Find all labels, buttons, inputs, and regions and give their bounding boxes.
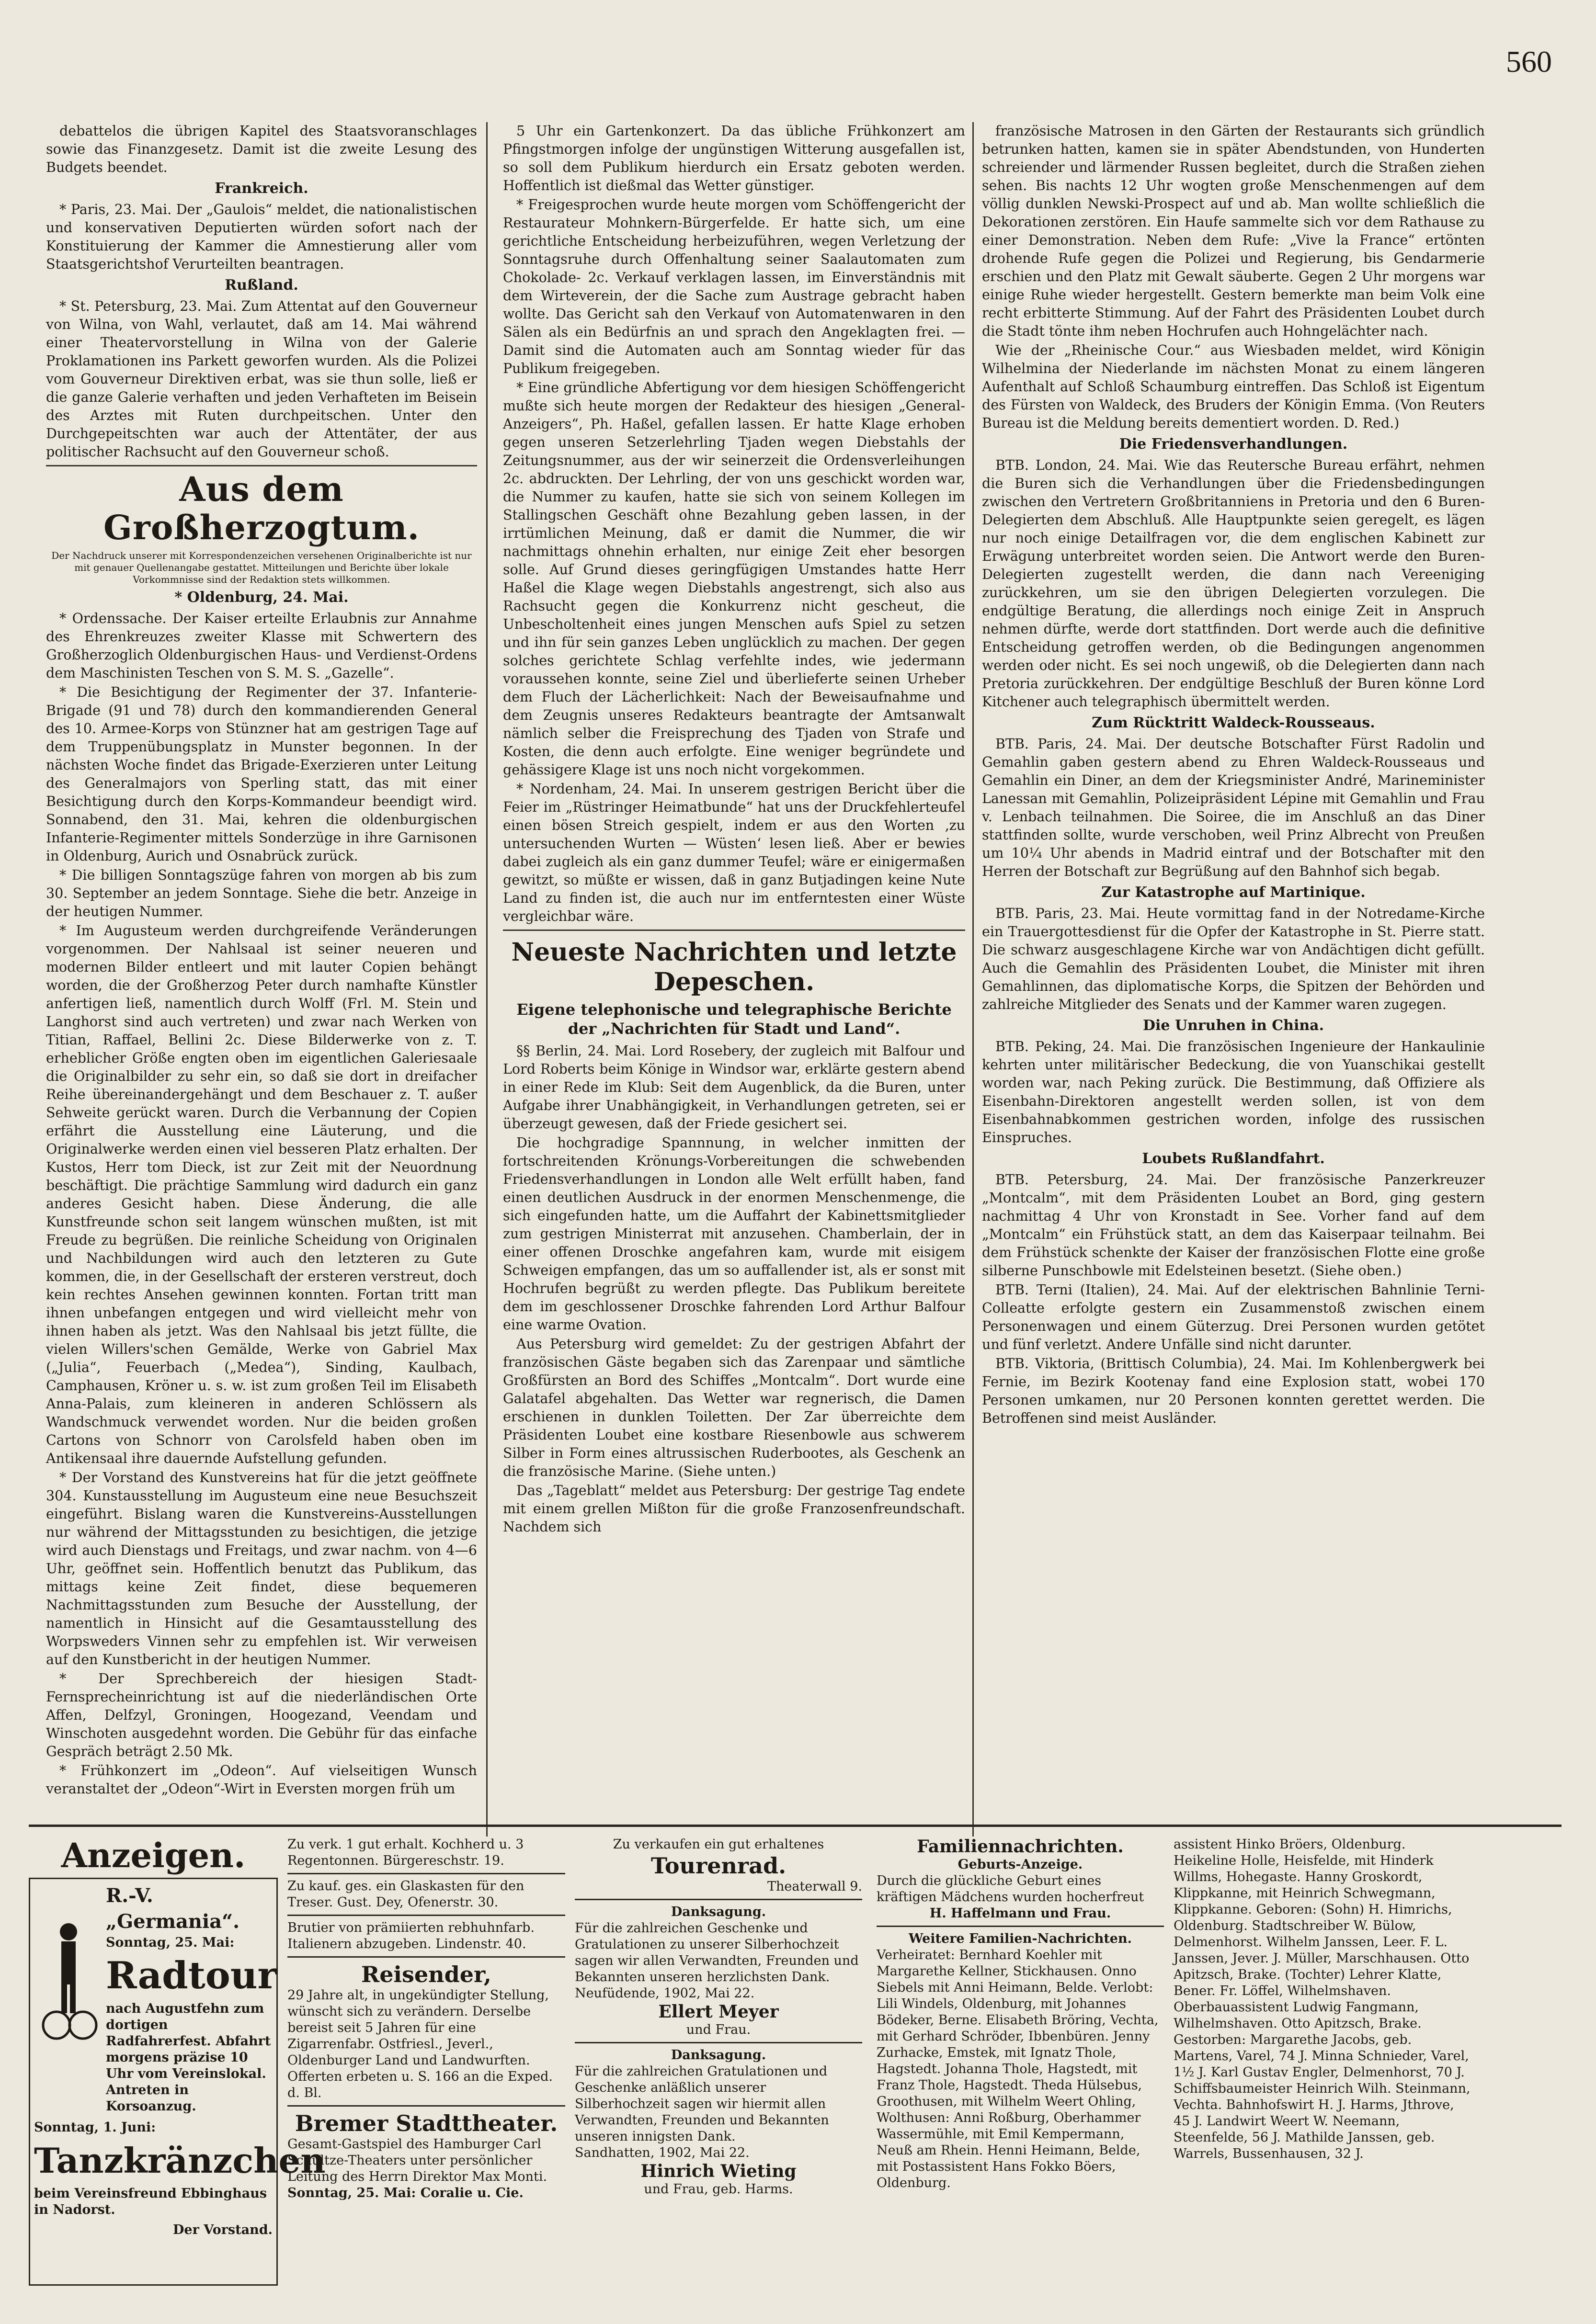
section-heading: Aus dem Großherzogtum. (103, 469, 420, 547)
article-text: * Die billigen Sonntagszüge fahren von morgen ab bis zum 30. September an jedem Sonntage. Siehe die betr. Anzeige in der heutigen Nummer. (46, 867, 477, 919)
ad-tourenrad-pre: Zu verkaufen ein gut erhaltenes (613, 1837, 824, 1852)
ad-brutier: Brutier von prämiierten rebhuhnfarb. Italienern abzugeben. Lindenstr. 40. (287, 1920, 535, 1951)
divider (287, 2105, 565, 2107)
ad-column-3 (575, 1837, 862, 2301)
ad-germania-column (29, 1836, 326, 2301)
ad-theater-date: Sonntag, 25. Mai: Coralie u. Cie. (287, 2186, 524, 2200)
divider (575, 2042, 862, 2043)
subheading-frieden: Die Friedensverhandlungen. (1119, 436, 1348, 453)
news-heading: Neueste Nachrichten und letzte Depeschen. (511, 938, 957, 997)
birth-heading: Geburts-Anzeige. (958, 1857, 1083, 1872)
article-text: * Die Besichtigung der Regimenter der 37. Infanterie-Brigade (91 und 78) durch den kommandierenden General des 10. Armee-Korps von Stünzner hat am gestrigen Tage auf dem Truppenübungsplatz in Munster begonnen. In der nächsten Woche findet das Brigade-Exerzieren unter Leitung des Generalmajors von Sperling statt, das mit einer Besichtigung durch den Korps-Kommandeur beendigt wird. Sonnabend, den 31. Mai, kehren die oldenburgischen Infanterie-Regimenter mittels Sonderzüge in ihre Garnisonen in Oldenburg, Aurich und Osnabrück zurück. (46, 684, 477, 864)
article-text: BTB. Petersburg, 24. Mai. Der französische Panzerkreuzer „Montcalm“, mit dem Präsidenten Loubet an Bord, ging gestern nachmittag 4 Uhr von Kronstadt in See. Vorher fand auf dem „Montcalm“ ein Frühstück statt, an dem das Kaiserpaar teilnahm. Bei dem Frühstück schenkte der Kaiser der französischen Flotte eine große silberne Punschbowle mit Edelsteinen besetzt. (Siehe oben.) (982, 1172, 1485, 1279)
ad-danksagung-place: Neufüdende, 1902, Mai 22. (575, 1986, 755, 2001)
cyclist-icon (40, 1917, 97, 2042)
column-divider (972, 122, 974, 1837)
column-divider (486, 122, 488, 1837)
event-date: Sonntag, 1. Juni: (34, 2120, 156, 2135)
ads-heading: Anzeigen. (61, 1836, 246, 1875)
event-date: Sonntag, 25. Mai: (106, 1935, 235, 1950)
divider (877, 1926, 1164, 1927)
section-russland: Rußland. (225, 277, 298, 294)
article-text: Die hochgradige Spannnung, in welcher inmitten der fortschreitenden Krönungs-Vorbereitungen die schwebenden Friedensverhandlungen in London alle Welt erfüllt haben, fand einen deutlichen Ausdruck in der enormen Menschenmenge, die sich eingefunden hatte, um die Auffahrt der Kabinettsmitglieder zum gestrigen Ministerrat mit anzusehen. Chamberlain, der in einer offenen Droschke angefahren kam, wurde mit eisigem Schweigen empfangen, das um so auffallender ist, als er sonst mit Hochrufen begrüßt zu werden pflegte. Das Publikum bereitete dem im geschlossener Droschke fahrenden Lord Arthur Balfour eine warme Ovation. (503, 1135, 965, 1333)
divider (503, 930, 965, 931)
article-text: * Freigesprochen wurde heute morgen vom Schöffengericht der Restaurateur Mohnkern-Bürgerfelde. Er hatte sich, um eine gerichtliche Entscheidung herbeizuführen, wegen Verletzung der Sonntagsruhe durch Offenhaltung seiner Saalautomaten zum Chokolade- 2c. Verkauf verklagen lassen, im Einverständnis mit dem Wirteverein, der die Sache zum Austrage gebracht haben wollte. Das Gericht sah den Verkauf von Automatenwaren in den Sälen als ein Bedürfnis an und sprach den Angeklagten frei. — Damit sind die Automaten auch am Sonntag wieder für das Publikum freigegeben. (503, 197, 965, 376)
article-text: BTB. Viktoria, (Brittisch Columbia), 24. Mai. Im Kohlenbergwerk bei Fernie, im Bezirk Kootenay fand eine Explosion statt, wobei 170 Personen umkamen, nur 20 Personen konnten gerettet werden. Die Betroffenen sind meist Ausländer. (982, 1356, 1485, 1426)
article-text: * Paris, 23. Mai. Der „Gaulois“ meldet, die nationalistischen und konservativen Deputierten würden sofort nach der Konstituierung der Kammer die Amnestierung aller vom Staatsgerichtshof Verurteilten beantragen. (46, 202, 477, 272)
birth-name: H. Haffelmann und Frau. (929, 1906, 1111, 1921)
birth-text: Durch die glückliche Geburt eines kräftigen Mädchens wurden hocherfreut (877, 1873, 1144, 1905)
ad-danksagung-wife: und Frau. (686, 2022, 751, 2037)
ad-theater-title: Bremer Stadttheater. (295, 2110, 558, 2136)
ad-danksagung-name: Ellert Meyer (658, 2002, 779, 2022)
article-text: BTB. Peking, 24. Mai. Die französischen Ingenieure der Hankaulinie kehrten unter militärischer Bedeckung, die von Yuanschikai gestellt worden war, nach Peking zurück. Die Bestimmung, daß Offiziere als Eisenbahn-Direktoren angestellt werden sollen, ist von dem Eisenbahnabkommen gestrichen worden, infolge des russischen Einspruches. (982, 1039, 1485, 1145)
ad-danksagung-text: Für die zahlreichen Geschenke und Gratulationen zu unserer Silberhochzeit sagen wir allen Verwandten, Freunden und Bekannten unseren herzlichsten Dank. (575, 1921, 859, 1984)
ad-kochherd: Zu verk. 1 gut erhalt. Kochherd u. 3 Regentonnen. Bürgereschstr. 19. (287, 1837, 524, 1868)
ad-danksagung-text: Für die zahlreichen Gratulationen und Geschenke anläßlich unserer Silberhochzeit sagen wir hiermit allen Verwandten, Freunden und Bekannten unseren innigsten Dank. (575, 2064, 829, 2144)
divider (287, 1956, 565, 1958)
ad-danksagung-title: Danksagung. (671, 1905, 766, 1919)
article-text: BTB. London, 24. Mai. Wie das Reutersche Bureau erfährt, nehmen die Buren sich die Verhandlungen über die Friedensbedingungen zwischen den Vertretern Großbritanniens in Pretoria und den 6 Buren-Delegierten dem Abschluß. Alle Hauptpunkte seien geregelt, es lägen nur noch einige Detailfragen vor, die dem englischen Kabinett zur Erwägung unterbreitet worden seien. Die Antwort werde den Buren-Delegierten zugestellt werden, die dann nach Vereeniging zurückkehren, um sie den übrigen Delegierten vorzulegen. Die endgültige Beratung, die allerdings noch einige Zeit in Anspruch nehmen dürfte, werde dort stattfinden. Dort werde auch die definitive Entscheidung getroffen werden, ob die Bedingungen angenommen werden oder nicht. Es sei noch ungewiß, ob die Delegierten dann nach Pretoria zurückkehren. Der endgültige Beschluß der Buren könne Lord Kitchener auch telegraphisch übermittelt werden. (982, 457, 1485, 710)
ad-germania (29, 1878, 326, 2286)
article-text: Aus Petersburg wird gemeldet: Zu der gestrigen Abfahrt der französischen Gäste begaben sich das Zarenpaar und sämtliche Großfürsten an Bord des Schiffes „Montcalm“. Dort wurde eine Galatafel abgehalten. Das Wetter war regnerisch, die Damen erschienen in dunklen Toiletten. Der Zar überreichte dem Präsidenten Loubet eine kostbare Riesenbowle aus schwerem Silber in Form eines altrussischen Ruderbootes, als Geschenk an die französische Marine. (Siehe unten.) (503, 1336, 965, 1479)
ad-glaskasten: Zu kauf. ges. ein Glaskasten für den Treser. Gust. Dey, Ofenerstr. 30. (287, 1879, 524, 1910)
subheading-loubet: Loubets Rußlandfahrt. (1142, 1150, 1325, 1167)
divider (575, 1899, 862, 1900)
article-text: BTB. Paris, 23. Mai. Heute vormittag fand in der Notredame-Kirche ein Trauergottesdienst für die Opfer der Katastrophe in St. Pierre statt. Die schwarz ausgeschlagene Kirche war von Andächtigen dicht gefüllt. Auch die Gemahlin des Präsidenten Loubet, die Minister mit ihren Gemahlinnen, das diplomatische Korps, die Spitzen der Behörden und zahlreiche Mitglieder des Senats und der Kammer waren zugegen. (982, 906, 1485, 1012)
article-text: BTB. Paris, 24. Mai. Der deutsche Botschafter Fürst Radolin und Gemahlin gaben gestern abend zu Ehren Waldeck-Rousseaus und Gemahlin ein Diner, an dem der Kriegsminister André, Marineminister Lanessan mit Gemahlin, Polizeipräsident Lépine mit Gemahlin und Frau v. Lenbach teilnahmen. Die Soiree, die im Anschluß an das Diner stattfinden sollte, wurde verschoben, weil Prinz Albrecht von Preußen um 10¼ Uhr abends in Madrid eintraf und der Botschafter mit den Herren der Botschaft zur Begrüßung auf den Bahnhof sich begab. (982, 736, 1485, 879)
family-heading: Weitere Familien-Nachrichten. (908, 1931, 1132, 1946)
ad-column-5 (1174, 1837, 1471, 2301)
page-number: 560 (1506, 45, 1552, 79)
club-name: R.-V. „Germania“. (106, 1884, 240, 1933)
event-title: Tanzkränzchen (34, 2140, 326, 2181)
article-text: * Eine gründliche Abfertigung vor dem hiesigen Schöffengericht mußte sich heute morgen der Redakteur des hiesigen „General-Anzeigers“, Ph. Haßel, gefallen lassen. Er hatte Klage erhoben gegen unseren Setzerlehrling Tjaden wegen Diebstahls der Zeitungsnummer, aus der wir seinerzeit die Ordensverleihungen 2c. abdruckten. Der Lehrling, der von uns geschickt worden war, die Nummer zu kaufen, hatte sie sich von seinem Kollegen im Stallingschen Geschäft ohne Bezahlung geben lassen, in der irrtümlichen Meinung, daß er damit die Nummer, die wir nachmittags ohnehin erhalten, nur einige Zeit eher besorgen solle. Auf Grund dieses geringfügigen Umstandes hatte Herr Haßel die Klage wegen Diebstahls angestrengt, sich also aus Rachsucht gegen die Konkurrenz nicht gescheut, die Unbescholtenheit eines jungen Menschen aufs Spiel zu setzen und ihn für sein ganzes Leben unglücklich zu machen. Der gegen solches gerichtete Schlag verfehlte indes, wie jedermann voraussehen konnte, seine Ziel und überlieferte seinen Urheber dem Fluch der Lächerlichkeit: Nach der Beweisaufnahme und dem Zeugnis unseres Redakteurs beantragte der Amtsanwalt nämlich selber die Freisprechung des Tjaden von Strafe und Kosten, die denn auch erfolgte. Eine weniger begründete und gehässigere Klage ist uns noch nicht vorgekommen. (503, 380, 965, 778)
article-text: * Im Augusteum werden durchgreifende Veränderungen vorgenommen. Der Nahlsaal ist seiner neueren und modernen Bilder entleert und mit lauter Copien behängt worden, die der Großherzog Peter durch namhafte Künstler anfertigen ließ, namentlich durch Wolff (Frl. M. Stein und Langhorst sind auch vertreten) und zwar nach Werken von Titian, Raffael, Bellini 2c. Diese Bilderwerke von z. T. erheblicher Größe engten oben im eigentlichen Galeriesaale die Originalbilder zu sehr ein, so daß sie dort in dreifacher Reihe übereinandergehängt und dem Beschauer z. T. außer Sehweite gerückt waren. Durch die Verbannung der Copien erfährt die Ausstellung eine Läuterung, und die Originalwerke werden einen viel besseren Platz erhalten. Der Kustos, Herr tom Dieck, ist zur Zeit mit der Neuordnung beschäftigt. Die prächtige Sammlung wird dadurch ein ganz anderes Gesicht haben. Diese Änderung, die alle Kunstfreunde schon seit langem wünschen mußten, ist mit Freude zu begrüßen. Die reinliche Scheidung von Originalen und Nachbildungen wird auch den letzteren zu Gute kommen, die, in der Gesellschaft der ersteren verstreut, doch kein rechtes Ansehen gewinnen konnten. Fortan tritt man ihnen unbefangen entgegen und wird vielleicht mehr von ihnen haben als jetzt. Was den Nahlsaal bis jetzt füllte, die vielen Willers'schen Gemälde, Werke von Gabriel Max („Julia“, Feuerbach („Medea“), Sinding, Kaulbach, Camphausen, Kröner u. s. w. ist zum großen Teil im Elisabeth Anna-Palais, zum kleineren in anderen Schlössern als Wandschmuck verwendet worden. Nur die beiden großen Cartons von Schnorr von Carolsfeld haben oben im Antikensaal ihre dauernde Aufstellung gefunden. (46, 923, 477, 1466)
ad-column-4 (877, 1837, 1164, 2301)
article-text: Wie der „Rheinische Cour.“ aus Wiesbaden meldet, wird Königin Wilhelmina der Niederlande im nächsten Monat zu einem längeren Aufenthalt auf Schloß Schaumburg eintreffen. Das Schloß ist Eigentum des Fürsten von Waldeck, des Bruders der Königin Emma. (Von Reuters Bureau ist die Meldung bereits dementiert worden. D. Red.) (982, 342, 1485, 431)
event-title: Radtour (106, 1954, 277, 1997)
article-text: * St. Petersburg, 23. Mai. Zum Attentat auf den Gouverneur von Wilna, von Wahl, verlautet, daß am 14. Mai während einer Theatervorstellung in Wilna von der Galerie Proklamationen ins Parkett geworfen wurden. Als die Polizei vom Gouverneur Direktiven erbat, was sie thun solle, ließ er die ganze Galerie verhaften und jeden Verhafteten im Beisein des Arztes mit Ruten durchpeitschen. Unter den Durchgepeitschten war auch der Attentäter, der aus politischer Rachsucht auf den Gouverneur schoß. (46, 298, 477, 460)
column-2 (503, 122, 965, 1837)
article-text: §§ Berlin, 24. Mai. Lord Rosebery, der zugleich mit Balfour und Lord Roberts beim Könige in Windsor war, erklärte gestern abend in einer Rede im Klub: Seit dem Augenblick, da die Buren, unter Aufgabe ihrer Unabhängigkeit, in Verhandlungen getreten, sei er überzeugt gewesen, daß der Friede gesichert sei. (503, 1043, 965, 1132)
family-news-heading: Familiennachrichten. (917, 1837, 1124, 1857)
event-text: beim Vereinsfreund Ebbinghaus in Nadorst. (34, 2186, 267, 2217)
section-frankreich: Frankreich. (215, 180, 308, 197)
family-text: Verheiratet: Bernhard Koehler mit Margarethe Kellner, Stickhausen. Onno Siebels mit Anni Heimann, Belde. Verlobt: Lili Windels, Oldenburg, mit Johannes Bödeker, Berne. Elisabeth Bröring, Vechta, mit Gerhard Schröder, Ibbenbüren. Jenny Zurhacke, Emstek, mit Ignatz Thole, Hagstedt. Johanna Thole, Hagstedt, mit Franz Thole, Hagstedt. Theda Hülsebus, Groothusen, mit Wilhelm Weert Ohling, Wolthusen: Anni Roßburg, Oberhammer Wassermühle, mit Emil Kempermann, Neuß am Rhein. Henni Heimann, Belde, mit Postassistent Hans Fokko Böers, Oldenburg. (877, 1948, 1159, 2190)
ad-column-2 (287, 1837, 565, 2301)
article-text: * Frühkonzert im „Odeon“. Auf vielseitigen Wunsch veranstaltet der „Odeon“-Wirt in Eversten morgen früh um (46, 1763, 477, 1797)
dateline: * Oldenburg, 24. Mai. (174, 589, 349, 606)
article-text: * Der Vorstand des Kunstvereins hat für die jetzt geöffnete 304. Kunstausstellung im Augusteum eine neue Besuchszeit eingeführt. Bislang waren die Kunstvereins-Ausstellungen nur während der Mittagsstunden zu besichtigen, die jetzige wird auch Dienstags und Freitags, und zwar nachm. von 4—6 Uhr, geöffnet sein. Hoffentlich benutzt das Publikum, das mittags keine Zeit findet, diese bequemeren Nachmittagsstunden zum Besuche der Ausstellung, der namentlich in Hinsicht auf die Gesamtausstellung des Worpsweders Vinnen sehr zu empfehlen ist. Wir verweisen auf den Kunstbericht in der heutigen Nummer. (46, 1470, 477, 1667)
ad-reisender-text: 29 Jahre alt, in ungekündigter Stellung, wünscht sich zu verändern. Derselbe bereist seit 5 Jahren für eine Zigarrenfabr. Ostfriesl., Jeverl., Oldenburger Land und Landwurften. Offerten erbeten u. S. 166 an die Exped. d. Bl. (287, 1988, 553, 2100)
article-text: 5 Uhr ein Gartenkonzert. Da das übliche Frühkonzert am Pfingstmorgen infolge der ungünstigen Witterung ausgefallen ist, so soll dem Publikum hierdurch ein Ersatz geboten werden. Hoffentlich ist dießmal das Wetter günstiger. (503, 123, 965, 193)
ad-tourenrad-title: Tourenrad. (650, 1853, 787, 1879)
event-text: nach Augustfehn zum dortigen Radfahrerfest. Abfahrt morgens präzise 10 Uhr vom Vereinslokal. Antreten in Korsoanzug. (106, 2001, 271, 2114)
ad-danksagung-place: Sandhatten, 1902, Mai 22. (575, 2145, 750, 2160)
divider (287, 1915, 565, 1916)
article-text: französische Matrosen in den Gärten der Restaurants sich gründlich betrunken hatten, kamen sie in später Abendstunden, von Hunderten schreiender und lärmender Russen begleitet, durch die Straßen ziehen sehen. Bis nachts 12 Uhr wogten große Menschenmengen auf dem völlig dunklen Newski-Prospect auf und ab. Man wollte schließlich die Dekorationen zerstören. Ein Haufe sammelte sich vor dem Rathause zu einer Demonstration. Neben dem Rufe: „Vive la France“ ertönten drohende Rufe gegen die Polizei und Regierung, bis Gendarmerie erschien und den Platz mit Gewalt säuberte. Gegen 2 Uhr morgens war einige Ruhe wieder hergestellt. Gestern bemerkte man beim Volk eine recht erbitterte Stimmung. Auf der Fahrt des Präsidenten Loubet durch die Stadt tönte ihm neben Hochrufen auch Hohngelächter nach. (982, 123, 1485, 339)
subheading-katastrophe: Zur Katastrophe auf Martinique. (1101, 884, 1366, 901)
news-subheading: Eigene telephonische und telegraphische Berichte der „Nachrichten für Stadt und Land“. (516, 1000, 952, 1038)
article-text: debattelos die übrigen Kapitel des Staatsvoranschlages sowie das Finanzgesetz. Damit ist die zweite Lesung des Budgets beendet. (46, 123, 477, 175)
divider (46, 465, 477, 466)
article-text: * Nordenham, 24. Mai. In unserem gestrigen Bericht über die Feier im „Rüstringer Heimatbunde“ hat uns der Druckfehlerteufel einen bösen Streich gespielt, indem er aus den Worten ‚zu untersuchenden Wurten — Wüsten‘ lesen ließ. Aber er bewies dabei zugleich als ein ganz dummer Teufel; wäre er einigermaßen gewitzt, so müßte er wissen, daß in ganz Butjadingen keine Nute Land zu finden ist, die auch nur im entferntesten einer Wüste vergleichbar wäre. (503, 781, 965, 924)
article-text: * Ordenssache. Der Kaiser erteilte Erlaubnis zur Annahme des Ehrenkreuzes zweiter Klasse mit Schwertern des Großherzoglich Oldenburgischen Haus- und Verdienst-Ordens dem Maschinisten Teschen von S. M. S. „Gazelle“. (46, 611, 477, 681)
subheading-ruecktritt: Zum Rücktritt Waldeck-Rousseaus. (1092, 714, 1375, 731)
ad-theater-text: Gesamt-Gastspiel des Hamburger Carl Schultze-Theaters unter persönlicher Leitung des Herrn Direktor Max Monti. (287, 2137, 547, 2184)
ad-danksagung-title: Danksagung. (671, 2048, 766, 2063)
article-text: * Der Sprechbereich der hiesigen Stadt-Fernsprecheinrichtung ist auf die niederländischen Orte Affen, Delfzyl, Groningen, Hoogezand, Veendam und Winschoten ausgedehnt worden. Die Gebühr für das einfache Gespräch beträgt 2.50 Mk. (46, 1671, 477, 1759)
ads-divider (29, 1825, 1562, 1827)
article-text: BTB. Terni (Italien), 24. Mai. Auf der elektrischen Bahnlinie Terni-Colleatte erfolgte gestern ein Zusammenstoß zwischen einem Personenwagen und einem Güterzug. Drei Personen wurden getötet und fünf verletzt. Andere Unfälle sind nicht darunter. (982, 1282, 1485, 1352)
ad-danksagung-wife: und Frau, geb. Harms. (644, 2182, 793, 2197)
family-text-continued: assistent Hinko Bröers, Oldenburg. Heikeline Holle, Heisfelde, mit Hinderk Willms, Hohegaste. Hanny Groskordt, Klippkanne, mit Heinrich Schwegmann, Klippkanne. Geboren: (Sohn) H. Himrichs, Oldenburg. Stadtschreiber W. Bülow, Delmenhorst. Wilhelm Janssen, Leer. F. L. Janssen, Jever. J. Müller, Marschhausen. Otto Apitzsch, Brake. (Tochter) Lehrer Klatte, Bener. Fr. Löffel, Wilhelmshaven. Oberbauassistent Ludwig Fangmann, Wilhelmshaven. Otto Apitzsch, Brake. Gestorben: Margarethe Jacobs, geb. Martens, Varel, 74 J. Minna Schnieder, Varel, 1½ J. Karl Gustav Engler, Delmenhorst, 70 J. Schiffsbaumeister Heinrich Wilh. Steinmann, Vechta. Bahnhofswirt H. J. Harms, Jthrove, 45 J. Landwirt Weert W. Neemann, Steenfelde, 56 J. Mathilde Janssen, geb. Warrels, Bussenhausen, 32 J. (1174, 1837, 1471, 2161)
ad-danksagung-name: Hinrich Wieting (640, 2161, 797, 2181)
divider (287, 1873, 565, 1874)
article-text: Das „Tageblatt“ meldet aus Petersburg: Der gestrige Tag endete mit einem grellen Mißton für die große Franzosenfreundschaft. Nachdem sich (503, 1483, 965, 1535)
ad-tourenrad-address: Theaterwall 9. (767, 1879, 862, 1894)
signature: Der Vorstand. (173, 2222, 273, 2237)
ad-reisender-title: Reisender, (361, 1961, 491, 1987)
column-1 (46, 122, 477, 1837)
column-3 (982, 122, 1485, 1837)
reprint-note: Der Nachdruck unserer mit Korrespondenzeichen versehenen Originalberichte ist nur mit genauer Quellenangabe gestattet. Mitteilungen und Berichte über lokale Vorkommnisse sind der Redaktion stets willkommen. (51, 550, 472, 585)
subheading-china: Die Unruhen in China. (1142, 1017, 1324, 1034)
